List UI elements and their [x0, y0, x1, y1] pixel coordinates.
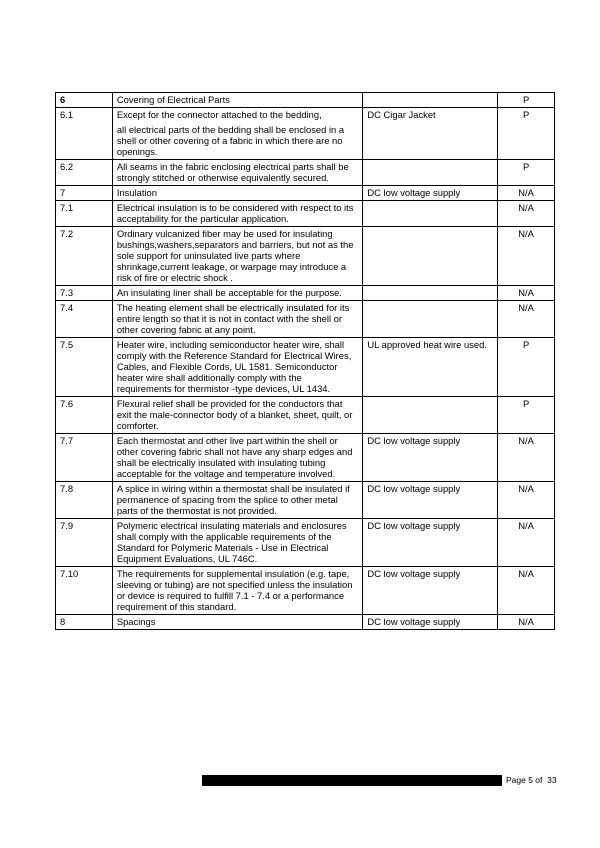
requirement-cell: [112, 397, 363, 434]
clause-cell: 7.10: [56, 567, 113, 615]
remark-cell: [363, 160, 498, 186]
clause-cell: 7.6: [56, 397, 113, 434]
clause-cell: 7.9: [56, 519, 113, 567]
table-row: [56, 201, 555, 227]
clause-cell: 7.2: [56, 227, 113, 286]
clause-cell: 7.4: [56, 301, 113, 338]
requirement-cell: [112, 93, 363, 108]
verdict-cell: N/A: [498, 482, 555, 519]
verdict-cell: N/A: [498, 201, 555, 227]
requirement-text: A splice in wiring within a thermostat shall be insulated if permanence of spacing from the splice to other metal parts of the thermostat is not provided.: [116, 483, 350, 516]
requirement-cell: [112, 482, 363, 519]
requirement-cell: [112, 160, 363, 186]
report-table: [55, 92, 555, 630]
clause-cell: 8: [56, 615, 113, 630]
requirement-cell: [112, 108, 363, 160]
remark-cell: [363, 201, 498, 227]
requirement-text: The heating element shall be electrically insulated for its entire length so that it is not in contact with the shell or other covering fabric at any point.: [116, 302, 350, 335]
clause-cell: 7.3: [56, 286, 113, 301]
verdict-cell: P: [498, 397, 555, 434]
clause-cell: 6.1: [56, 108, 113, 160]
table-row: [56, 227, 555, 286]
remark-cell: DC low voltage supply: [363, 482, 498, 519]
requirement-text: Covering of Electrical Parts: [116, 94, 230, 105]
clause-cell: 6.2: [56, 160, 113, 186]
verdict-cell: N/A: [498, 615, 555, 630]
table-row: [56, 160, 555, 186]
requirement-text: Electrical insulation is to be considered with respect to its acceptability for the particular application.: [116, 202, 354, 224]
verdict-cell: P: [498, 108, 555, 160]
requirement-cell: [112, 338, 363, 397]
requirement-cell: [112, 519, 363, 567]
table-row: [56, 397, 555, 434]
table-body: [56, 93, 555, 630]
verdict-cell: N/A: [498, 186, 555, 201]
requirement-cell: [112, 615, 363, 630]
remark-cell: DC low voltage supply: [363, 186, 498, 201]
remark-cell: UL approved heat wire used.: [363, 338, 498, 397]
requirement-text: Each thermostat and other live part within the shell or other covering fabric shall not have any sharp edges and shall be electrically insulated with insulating tubing acceptable for the voltage and temperature involved.: [116, 435, 353, 479]
verdict-cell: N/A: [498, 227, 555, 286]
verdict-cell: P: [498, 160, 555, 186]
clause-cell: 7.8: [56, 482, 113, 519]
table-row: [56, 301, 555, 338]
requirement-text: All seams in the fabric enclosing electrical parts shall be strongly stitched or otherwise equivalently secured.: [116, 161, 349, 183]
remark-cell: DC low voltage supply: [363, 434, 498, 482]
footer-redaction-bar: [202, 775, 502, 786]
requirement-cell: [112, 434, 363, 482]
remark-cell: DC low voltage supply: [363, 615, 498, 630]
remark-cell: [363, 227, 498, 286]
verdict-cell: N/A: [498, 286, 555, 301]
requirement-cell: [112, 301, 363, 338]
table-row: [56, 108, 555, 160]
remark-cell: [363, 397, 498, 434]
table-row: [56, 567, 555, 615]
remark-cell: [363, 301, 498, 338]
requirement-cell: [112, 227, 363, 286]
remark-cell: [363, 93, 498, 108]
requirement-text: Heater wire, including semiconductor heater wire, shall comply with the Reference Standard for Electrical Wires, Cables, and Flexible Cords, UL 1581. Semiconductor heater wire shall additionally comply with the requirements for thermistor -type devices, UL 1434.: [116, 339, 352, 394]
table-row: [56, 482, 555, 519]
verdict-cell: P: [498, 93, 555, 108]
clause-cell: 7.5: [56, 338, 113, 397]
requirement-text: Insulation: [116, 187, 157, 198]
remark-cell: DC low voltage supply: [363, 567, 498, 615]
table-row: [56, 286, 555, 301]
requirement-text: An insulating liner shall be acceptable for the purpose.: [116, 287, 342, 298]
requirement-text: Except for the connector attached to the bedding,: [116, 109, 322, 120]
verdict-cell: P: [498, 338, 555, 397]
requirement-cell: [112, 286, 363, 301]
table-row: [56, 434, 555, 482]
verdict-cell: N/A: [498, 519, 555, 567]
requirement-cell: [112, 201, 363, 227]
page-number: Page 5 of 33: [506, 775, 557, 785]
clause-cell: 6: [56, 93, 113, 108]
remark-cell: DC Cigar Jacket: [363, 108, 498, 160]
table-row: [56, 93, 555, 108]
table-row: [56, 338, 555, 397]
requirement-text: Ordinary vulcanized fiber may be used for insulating bushings,washers,separators and barriers, but not as the sole support for uninsulated live parts where shrinkage,current leakage, or warpage may introduce a risk of fire or electric shock .: [116, 228, 354, 283]
clause-cell: 7.7: [56, 434, 113, 482]
table-row: [56, 615, 555, 630]
clause-cell: 7: [56, 186, 113, 201]
requirement-text: Polymeric electrical insulating materials and enclosures shall comply with the applicable requirements of the Standard for Polymeric Materials - Use in Electrical Equipment Evaluations, UL 746C.: [116, 520, 347, 564]
remark-cell: [363, 286, 498, 301]
verdict-cell: N/A: [498, 301, 555, 338]
clause-cell: 7.1: [56, 201, 113, 227]
table-row: [56, 519, 555, 567]
table-row: [56, 186, 555, 201]
requirement-text: Flexural relief shall be provided for the conductors that exit the male-connector body of a blanket, sheet, quilt, or comforter.: [116, 398, 353, 431]
requirement-text: all electrical parts of the bedding shall be enclosed in a shell or other covering of a fabric in which there are no openings.: [116, 124, 345, 157]
requirement-text: Spacings: [116, 616, 156, 627]
requirement-cell: [112, 186, 363, 201]
requirement-text: The requirements for supplemental insulation (e.g. tape, sleeving or tubing) are not specified unless the insulation or device is required to fulfill 7.1 - 7.4 or a performance requirement of this standard.: [116, 568, 353, 612]
remark-cell: DC low voltage supply: [363, 519, 498, 567]
requirement-cell: [112, 567, 363, 615]
verdict-cell: N/A: [498, 434, 555, 482]
verdict-cell: N/A: [498, 567, 555, 615]
